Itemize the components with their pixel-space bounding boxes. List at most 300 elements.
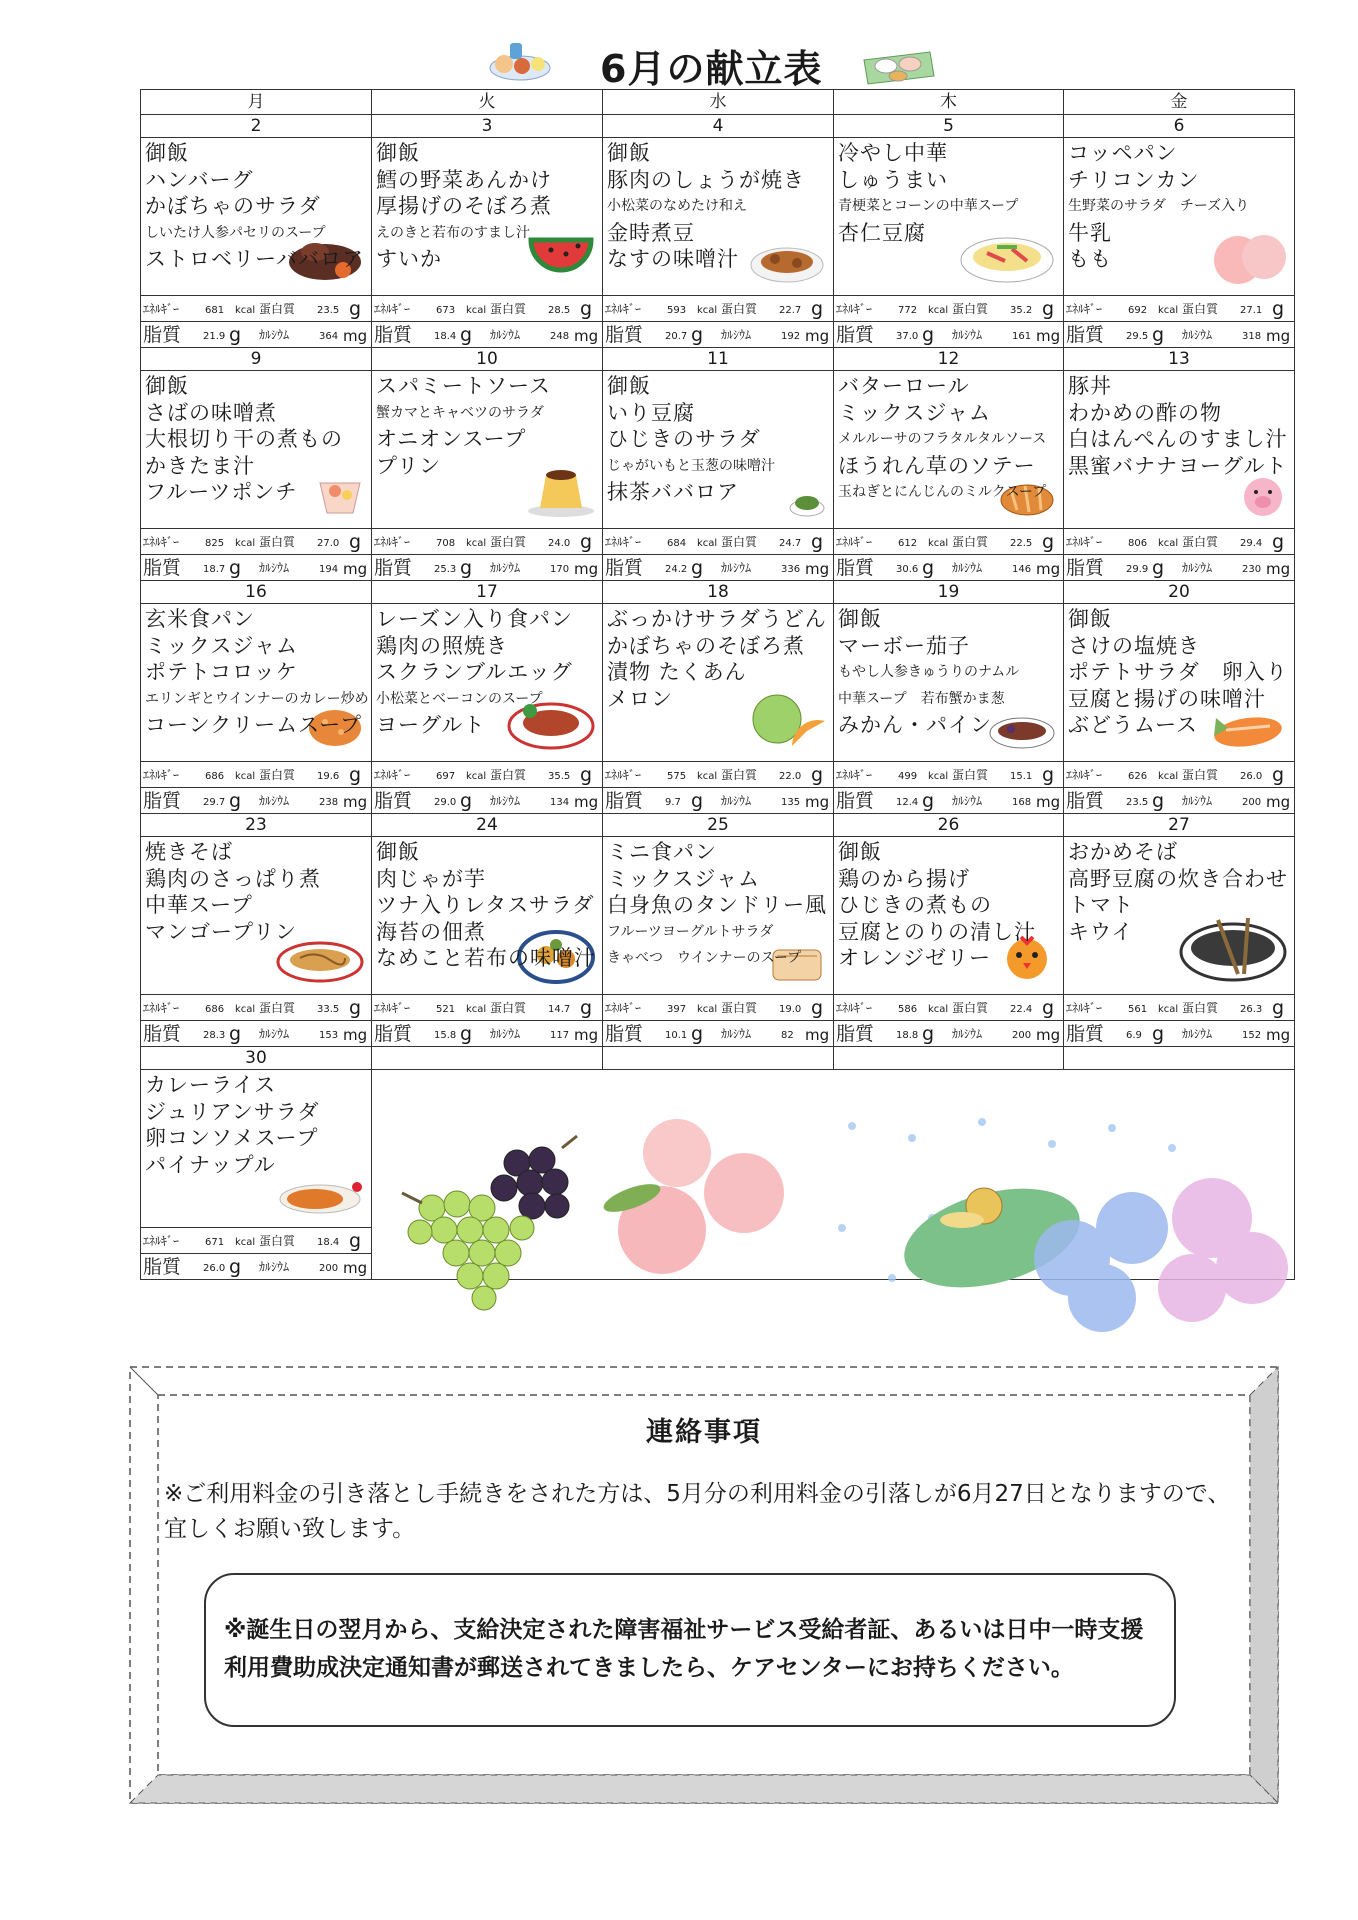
calcium-label: ｶﾙｼｳﾑ	[490, 794, 521, 808]
meal-cell	[141, 837, 372, 995]
meal-item: えのきと若布のすまし汁	[376, 224, 530, 241]
date-cell: 4	[603, 115, 834, 138]
meal-item: 蟹カマとキャベツのサラダ	[376, 404, 544, 421]
calcium-label: ｶﾙｼｳﾑ	[721, 328, 752, 342]
meal-cell	[603, 371, 834, 529]
fat-label: 脂質	[1066, 1023, 1105, 1045]
protein-unit: g	[811, 531, 824, 553]
energy-value: 825	[205, 538, 225, 549]
calcium-unit: mg	[343, 560, 368, 578]
calcium-value: 238	[319, 797, 339, 808]
kcal-unit: kcal	[1158, 771, 1179, 782]
meal-item: 御飯	[607, 141, 651, 165]
energy-protein-cell	[1064, 529, 1295, 555]
kcal-unit: kcal	[466, 538, 487, 549]
fat-value: 18.7	[203, 564, 226, 575]
meal-item: 豆腐と揚げの味噌汁	[1068, 686, 1266, 711]
calcium-value: 364	[319, 331, 339, 342]
calcium-value: 152	[1242, 1030, 1262, 1041]
meal-item: きゃべつ ウインナーのスープ	[607, 950, 802, 966]
energy-label: ｴﾈﾙｷﾞｰ	[1066, 302, 1103, 316]
protein-unit: g	[1042, 298, 1055, 320]
energy-value: 684	[667, 538, 687, 549]
fat-calcium-cell	[603, 788, 834, 814]
energy-value: 561	[1128, 1004, 1148, 1015]
protein-value: 19.0	[779, 1004, 802, 1015]
weekday-tue: 火	[372, 90, 603, 115]
meal-item: 黒蜜バナナヨーグルト	[1068, 453, 1288, 478]
kcal-unit: kcal	[235, 1004, 256, 1015]
meal-item: プリン	[376, 453, 442, 478]
energy-value: 686	[205, 771, 225, 782]
energy-protein-cell	[141, 995, 372, 1021]
meal-item: マンゴープリン	[145, 919, 298, 944]
calcium-label: ｶﾙｼｳﾑ	[259, 328, 290, 342]
date-cell: 12	[834, 348, 1064, 371]
protein-value: 26.0	[1240, 771, 1263, 782]
protein-value: 28.5	[548, 305, 571, 316]
date-cell	[372, 1047, 603, 1070]
date-cell: 20	[1064, 581, 1295, 604]
energy-label: ｴﾈﾙｷﾞｰ	[374, 1001, 411, 1015]
calcium-value: 82	[781, 1030, 794, 1041]
meal-cell	[834, 371, 1064, 529]
energy-label: ｴﾈﾙｷﾞｰ	[1066, 1001, 1103, 1015]
meal-item: ストロベリーババロア	[145, 247, 364, 271]
calcium-value: 200	[1012, 1030, 1032, 1041]
fat-value: 26.0	[203, 1263, 226, 1274]
meal-item: ツナ入りレタスサラダ	[376, 893, 595, 917]
fat-value: 12.4	[896, 797, 919, 808]
protein-value: 22.4	[1010, 1004, 1033, 1015]
calcium-label: ｶﾙｼｳﾑ	[1182, 794, 1213, 808]
energy-protein-cell	[834, 529, 1064, 555]
meal-item: ポテトコロッケ	[145, 660, 298, 684]
energy-value: 397	[667, 1004, 687, 1015]
protein-unit: g	[1042, 531, 1055, 553]
calcium-unit: mg	[574, 327, 599, 345]
fat-label: 脂質	[143, 1256, 182, 1278]
kcal-unit: kcal	[1158, 1004, 1179, 1015]
meal-list	[603, 837, 833, 972]
energy-value: 499	[898, 771, 918, 782]
protein-label: 蛋白質	[490, 1001, 527, 1015]
meal-cell	[603, 604, 834, 762]
date-cell: 9	[141, 348, 372, 371]
energy-label: ｴﾈﾙｷﾞｰ	[836, 1001, 873, 1015]
date-cell: 30	[141, 1047, 372, 1070]
protein-unit: g	[580, 531, 593, 553]
nutrition-row-energy	[141, 762, 1295, 788]
meal-item: ぶっかけサラダうどん	[607, 607, 827, 631]
energy-protein-cell	[141, 762, 372, 788]
meal-item: レーズン入り食パン	[376, 607, 573, 631]
protein-label: 蛋白質	[490, 535, 527, 549]
nutrition-row-energy	[141, 529, 1295, 555]
protein-label: 蛋白質	[259, 302, 296, 316]
date-cell: 25	[603, 814, 834, 837]
fat-calcium-cell	[141, 1254, 372, 1280]
date-cell: 18	[603, 581, 834, 604]
energy-label: ｴﾈﾙｷﾞｰ	[1066, 535, 1103, 549]
fat-unit: g	[229, 324, 242, 346]
calcium-unit: mg	[1266, 327, 1291, 345]
meal-item: しいたけ人参パセリのスープ	[145, 224, 326, 241]
grapes-icon	[402, 1136, 577, 1310]
meal-item: 白はんぺんのすまし汁	[1068, 427, 1288, 451]
meal-item: 卵コンソメスープ	[145, 1126, 319, 1150]
menu-calendar	[140, 89, 1295, 1280]
energy-protein-cell	[1064, 762, 1295, 788]
meal-item: 鱈の野菜あんかけ	[376, 167, 552, 192]
meal-item: フルーツポンチ	[145, 480, 298, 504]
energy-value: 626	[1128, 771, 1148, 782]
meal-cell	[834, 138, 1064, 296]
protein-unit: g	[1042, 764, 1055, 786]
meal-item: みかん・パイン	[838, 713, 992, 737]
meal-cell	[141, 371, 372, 529]
meal-cell	[603, 138, 834, 296]
meal-cell	[141, 138, 372, 296]
meal-item: エリンギとウインナーのカレー炒め	[145, 690, 369, 707]
protein-unit: g	[580, 298, 593, 320]
meal-item: コッペパン	[1068, 141, 1178, 165]
kcal-unit: kcal	[697, 1004, 718, 1015]
protein-unit: g	[1272, 531, 1285, 553]
protein-value: 24.7	[779, 538, 802, 549]
fat-label: 脂質	[143, 790, 182, 812]
meal-item: トマト	[1068, 893, 1134, 917]
fat-unit: g	[1152, 557, 1165, 579]
kcal-unit: kcal	[466, 305, 487, 316]
energy-label: ｴﾈﾙｷﾞｰ	[143, 302, 180, 316]
meal-item: わかめの酢の物	[1068, 400, 1222, 425]
pig-icon	[1238, 473, 1288, 522]
protein-label: 蛋白質	[721, 302, 758, 316]
energy-value: 575	[667, 771, 687, 782]
meal-cell	[834, 837, 1064, 995]
kcal-unit: kcal	[697, 771, 718, 782]
protein-label: 蛋白質	[259, 535, 296, 549]
date-cell: 27	[1064, 814, 1295, 837]
meal-item: ジュリアンサラダ	[145, 1099, 320, 1124]
meal-item: 御飯	[145, 141, 189, 165]
calcium-label: ｶﾙｼｳﾑ	[1182, 1027, 1213, 1041]
energy-value: 586	[898, 1004, 918, 1015]
calcium-value: 168	[1012, 797, 1032, 808]
meal-item: 冷やし中華	[838, 141, 948, 165]
protein-label: 蛋白質	[952, 302, 989, 316]
fat-calcium-cell	[1064, 788, 1295, 814]
fat-calcium-cell	[834, 322, 1064, 348]
fat-unit: g	[922, 324, 935, 346]
fat-calcium-cell	[372, 788, 603, 814]
fat-value: 29.5	[1126, 331, 1149, 342]
meal-item: 御飯	[838, 607, 882, 631]
meal-item: 牛乳	[1068, 220, 1112, 245]
nutrition-row-energy	[141, 296, 1295, 322]
meal-row	[141, 837, 1295, 995]
energy-value: 772	[898, 305, 918, 316]
energy-label: ｴﾈﾙｷﾞｰ	[143, 1001, 180, 1015]
meal-item: 金時煮豆	[607, 220, 695, 245]
calcium-label: ｶﾙｼｳﾑ	[259, 1260, 290, 1274]
meal-item: バターロール	[838, 374, 970, 398]
fat-value: 6.9	[1126, 1030, 1142, 1041]
meal-cell	[141, 1070, 372, 1228]
date-cell: 2	[141, 115, 372, 138]
date-cell: 24	[372, 814, 603, 837]
calcium-label: ｶﾙｼｳﾑ	[259, 794, 290, 808]
date-cell: 10	[372, 348, 603, 371]
calcium-value: 192	[781, 331, 801, 342]
meal-item: 小松菜のなめたけ和え	[607, 198, 747, 214]
calcium-label: ｶﾙｼｳﾑ	[490, 1027, 521, 1041]
date-cell: 3	[372, 115, 603, 138]
kcal-unit: kcal	[928, 771, 949, 782]
fat-calcium-cell	[1064, 555, 1295, 581]
meal-item: なすの味噌汁	[607, 247, 739, 271]
seasonal-illustrations	[372, 1108, 1294, 1333]
fat-label: 脂質	[374, 1023, 413, 1045]
energy-protein-cell	[372, 529, 603, 555]
meal-list	[372, 371, 602, 479]
calcium-unit: mg	[1266, 793, 1291, 811]
meal-item: 鶏肉の照焼き	[376, 633, 508, 658]
meal-item: 抹茶ババロア	[607, 480, 739, 504]
energy-label: ｴﾈﾙｷﾞｰ	[836, 768, 873, 782]
energy-label: ｴﾈﾙｷﾞｰ	[143, 535, 180, 549]
fat-label: 脂質	[143, 324, 182, 346]
kcal-unit: kcal	[928, 305, 949, 316]
fat-label: 脂質	[836, 557, 875, 579]
fat-value: 28.3	[203, 1030, 226, 1041]
meal-list	[141, 1070, 371, 1178]
fat-label: 脂質	[605, 557, 644, 579]
calcium-label: ｶﾙｼｳﾑ	[721, 561, 752, 575]
meal-item: 鶏のから揚げ	[838, 866, 970, 891]
meal-item: 豚丼	[1068, 374, 1112, 398]
notice-body: ※ご利用料金の引き落とし手続きをされた方は、5月分の利用料金の引落しが6月27日となりますので、宜しくお願い致します。	[164, 1481, 1231, 1542]
fat-label: 脂質	[374, 557, 413, 579]
energy-value: 692	[1128, 305, 1148, 316]
energy-protein-cell	[834, 995, 1064, 1021]
fat-unit: g	[691, 557, 704, 579]
calcium-unit: mg	[805, 560, 830, 578]
protein-unit: g	[1272, 298, 1285, 320]
date-row	[141, 581, 1295, 604]
calcium-unit: mg	[1266, 560, 1291, 578]
meal-item: かきたま汁	[145, 453, 255, 478]
fat-calcium-cell	[1064, 322, 1295, 348]
meal-row	[141, 604, 1295, 762]
fat-unit: g	[1152, 324, 1165, 346]
meal-item: スクランブルエッグ	[376, 660, 573, 684]
protein-label: 蛋白質	[721, 768, 758, 782]
meal-item: 肉じゃが芋	[376, 866, 486, 891]
meal-item: しゅうまい	[838, 167, 948, 192]
weekday-header-row	[141, 90, 1295, 115]
nutrition-row-fat	[141, 322, 1295, 348]
curry-icon	[275, 1177, 365, 1221]
energy-label: ｴﾈﾙｷﾞｰ	[605, 302, 642, 316]
meal-item: パイナップル	[145, 1152, 276, 1177]
meal-list	[372, 604, 602, 739]
protein-label: 蛋白質	[1182, 302, 1219, 316]
notice-title: 連絡事項	[646, 1417, 762, 1448]
date-cell	[834, 1047, 1064, 1070]
meal-item: 豚肉のしょうが焼き	[607, 167, 805, 192]
meal-cell	[834, 604, 1064, 762]
energy-label: ｴﾈﾙｷﾞｰ	[605, 535, 642, 549]
energy-protein-cell	[141, 529, 372, 555]
meal-list	[834, 837, 1063, 972]
energy-label: ｴﾈﾙｷﾞｰ	[1066, 768, 1103, 782]
meal-list	[603, 138, 833, 273]
calcium-value: 318	[1242, 331, 1262, 342]
fat-unit: g	[691, 790, 704, 812]
protein-unit: g	[811, 298, 824, 320]
protein-value: 19.6	[317, 771, 340, 782]
protein-value: 27.0	[317, 538, 340, 549]
kcal-unit: kcal	[928, 538, 949, 549]
energy-label: ｴﾈﾙｷﾞｰ	[836, 302, 873, 316]
energy-value: 673	[436, 305, 456, 316]
kcal-unit: kcal	[235, 1237, 256, 1248]
meal-item: ハンバーグ	[145, 167, 254, 192]
fat-calcium-cell	[603, 1021, 834, 1047]
meal-item: ミニ食パン	[607, 840, 717, 864]
meal-item: 御飯	[838, 840, 882, 864]
protein-unit: g	[811, 764, 824, 786]
fat-label: 脂質	[836, 1023, 875, 1045]
meal-row	[141, 371, 1295, 529]
kcal-unit: kcal	[466, 771, 487, 782]
meal-item: ひじきの煮もの	[838, 893, 992, 917]
energy-protein-cell	[141, 1228, 372, 1254]
kcal-unit: kcal	[697, 305, 718, 316]
fat-label: 脂質	[836, 790, 875, 812]
calcium-unit: mg	[574, 560, 599, 578]
meal-item: なめこと若布の味噌汁	[376, 946, 596, 970]
protein-label: 蛋白質	[259, 1234, 296, 1248]
protein-unit: g	[580, 764, 593, 786]
fat-value: 25.3	[434, 564, 457, 575]
energy-label: ｴﾈﾙｷﾞｰ	[605, 1001, 642, 1015]
meal-item: 青梗菜とコーンの中華スープ	[838, 198, 1019, 214]
meal-item: もやし人参きゅうりのナムル	[838, 664, 1020, 680]
calcium-label: ｶﾙｼｳﾑ	[721, 1027, 752, 1041]
meal-item: 玄米食パン	[145, 607, 255, 631]
date-cell: 13	[1064, 348, 1295, 371]
calcium-unit: mg	[805, 327, 830, 345]
notice-callout-box	[204, 1573, 1176, 1727]
protein-value: 27.1	[1240, 305, 1263, 316]
fat-label: 脂質	[1066, 790, 1105, 812]
protein-value: 23.5	[317, 305, 340, 316]
kcal-unit: kcal	[235, 305, 256, 316]
date-row	[141, 348, 1295, 371]
protein-label: 蛋白質	[721, 535, 758, 549]
protein-value: 33.5	[317, 1004, 340, 1015]
notice-callout-text: ※誕生日の翌月から、支給決定された障害福祉サービス受給者証、あるいは日中一時支援利用費助成決定通知書が郵送されてきましたら、ケアセンターにお持ちください。	[224, 1617, 1144, 1681]
date-cell: 17	[372, 581, 603, 604]
meal-item: じゃがいもと玉葱の味噌汁	[607, 457, 775, 474]
calcium-unit: mg	[1266, 1026, 1291, 1044]
calcium-label: ｶﾙｼｳﾑ	[259, 561, 290, 575]
meal-item: かぼちゃのサラダ	[145, 194, 321, 218]
hydrangea-snail-icon	[838, 1118, 1288, 1332]
fat-label: 脂質	[836, 324, 875, 346]
kcal-unit: kcal	[235, 538, 256, 549]
fat-label: 脂質	[605, 790, 644, 812]
kcal-unit: kcal	[466, 1004, 487, 1015]
protein-label: 蛋白質	[1182, 535, 1219, 549]
protein-unit: g	[349, 764, 362, 786]
protein-unit: g	[349, 1230, 362, 1252]
energy-label: ｴﾈﾙｷﾞｰ	[605, 768, 642, 782]
protein-unit: g	[349, 298, 362, 320]
calcium-label: ｶﾙｼｳﾑ	[490, 561, 521, 575]
meal-cell	[372, 138, 603, 296]
meal-item: キウイ	[1068, 919, 1134, 944]
energy-value: 686	[205, 1004, 225, 1015]
energy-label: ｴﾈﾙｷﾞｰ	[374, 302, 411, 316]
calcium-label: ｶﾙｼｳﾑ	[490, 328, 521, 342]
kcal-unit: kcal	[1158, 538, 1179, 549]
fat-value: 18.4	[434, 331, 457, 342]
meal-item: メルルーサのフラタルタルソース	[838, 431, 1047, 447]
fat-value: 18.8	[896, 1030, 919, 1041]
fat-label: 脂質	[374, 324, 413, 346]
energy-protein-cell	[141, 296, 372, 322]
fat-unit: g	[1152, 790, 1165, 812]
meal-list	[834, 371, 1063, 506]
protein-value: 14.7	[548, 1004, 571, 1015]
fat-unit: g	[922, 790, 935, 812]
page-title: 6月の献立表	[600, 47, 823, 91]
weekday-thu: 木	[834, 90, 1064, 115]
date-cell: 16	[141, 581, 372, 604]
bento-tray-icon	[488, 40, 552, 86]
energy-protein-cell	[834, 296, 1064, 322]
date-cell: 6	[1064, 115, 1295, 138]
energy-value: 612	[898, 538, 918, 549]
calcium-value: 200	[1242, 797, 1262, 808]
energy-protein-cell	[372, 296, 603, 322]
protein-unit: g	[349, 531, 362, 553]
calcium-value: 248	[550, 331, 570, 342]
protein-label: 蛋白質	[259, 768, 296, 782]
fat-unit: g	[460, 790, 473, 812]
energy-value: 806	[1128, 538, 1148, 549]
kcal-unit: kcal	[697, 538, 718, 549]
meal-list	[834, 604, 1063, 739]
protein-label: 蛋白質	[259, 1001, 296, 1015]
calcium-label: ｶﾙｼｳﾑ	[1182, 561, 1213, 575]
calcium-unit: mg	[1036, 1026, 1061, 1044]
protein-label: 蛋白質	[490, 302, 527, 316]
meal-item: スパミートソース	[376, 374, 551, 398]
calcium-value: 336	[781, 564, 801, 575]
protein-label: 蛋白質	[490, 768, 527, 782]
meal-item: 中華スープ	[145, 893, 253, 917]
energy-protein-cell	[372, 995, 603, 1021]
protein-label: 蛋白質	[1182, 768, 1219, 782]
energy-value: 593	[667, 305, 687, 316]
fat-label: 脂質	[605, 1023, 644, 1045]
fat-label: 脂質	[143, 557, 182, 579]
